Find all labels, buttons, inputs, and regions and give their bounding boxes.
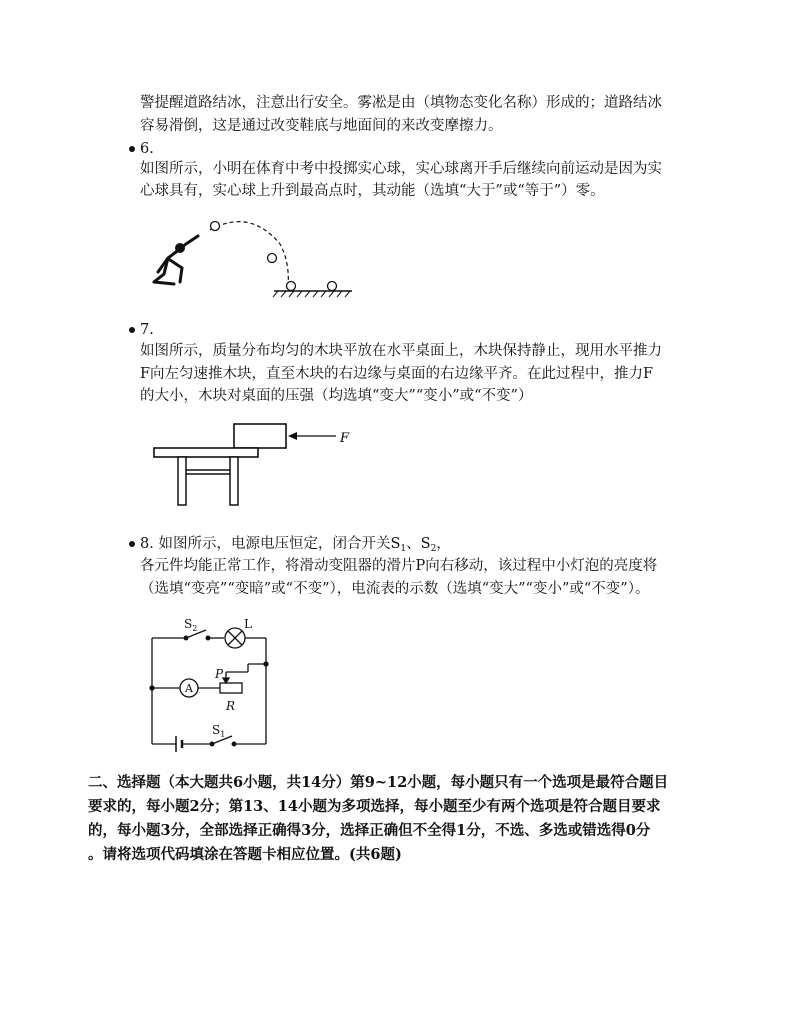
resistor-label: R <box>226 699 236 713</box>
q8-line-2: 各元件均能正常工作，将滑动变阻器的滑片P向右移动，该过程中小灯泡的亮度将 <box>140 558 658 574</box>
circuit-s1-label: $S_1$ <box>212 723 226 739</box>
circuit-s2-label: $S_2$ <box>184 617 198 633</box>
slider-label: P <box>215 667 224 681</box>
circuit-lamp-label: L <box>244 617 252 631</box>
q8-s1: $S_1$ <box>390 536 407 554</box>
q7-line-3: 的大小，木块对桌面的压强（均选填“变大”“变小”或“不变”） <box>140 388 533 404</box>
section2-line-2: 要求的，每小题2分；第13、14小题为多项选择，每小题至少有两个选项是符合题目要求 <box>88 798 661 815</box>
shot-put-figure <box>140 214 360 298</box>
intro-line-2: 容易滑倒，这是通过改变鞋底与地面间的来改变摩擦力。 <box>140 118 503 134</box>
intro-line-1: 警提醒道路结冰，注意出行安全。雾凇是由（填物态变化名称）形成的；道路结冰 <box>140 95 662 111</box>
q6-line-1: 如图所示，小明在体育中考中投掷实心球，实心球离开手后继续向前运动是因为实 <box>140 161 662 177</box>
table-block-figure <box>148 418 368 510</box>
q7-line-2: F向左匀速推木块，直至木块的右边缘与桌面的右边缘平齐。在此过程中，推力F <box>140 366 654 382</box>
bullet-q6 <box>129 146 135 152</box>
section2-line-3: 的，每小题3分，全部选择正确得3分，选择正确但不全得1分，不选、多选或错选得0分 <box>88 822 651 839</box>
q8-line-1: 8. 如图所示，电源电压恒定，闭合开关$S_1$、$S_2$， <box>140 536 451 554</box>
ammeter-label: A <box>185 682 193 695</box>
q6-number: 6. <box>140 141 154 157</box>
bullet-q7 <box>129 327 135 333</box>
q8-line-3: （选填“变亮”“变暗”或“不变”），电流表的示数（选填“变大”“变小”或“不变”）。 <box>140 581 650 597</box>
q6-line-2: 心球具有，实心球上升到最高点时，其动能（选填“大于”或“等于”）零。 <box>140 183 605 199</box>
force-label: F <box>340 431 350 446</box>
q8-s2: $S_2$ <box>420 536 437 554</box>
q8-prefix: 8. 如图所示，电源电压恒定，闭合开关 <box>140 536 391 552</box>
section2-line-1: 二、选择题（本大题共6小题，共14分）第9~12小题，每小题只有一个选项是最符合题目 <box>88 774 669 791</box>
section2-line-4: 。请将选项代码填涂在答题卡相应位置。(共6题) <box>88 846 402 863</box>
q7-number: 7. <box>140 322 154 338</box>
bullet-q8 <box>129 541 135 547</box>
q7-line-1: 如图所示，质量分布均匀的木块平放在水平桌面上，木块保持静止，现用水平推力 <box>140 343 662 359</box>
circuit-figure <box>144 614 284 754</box>
